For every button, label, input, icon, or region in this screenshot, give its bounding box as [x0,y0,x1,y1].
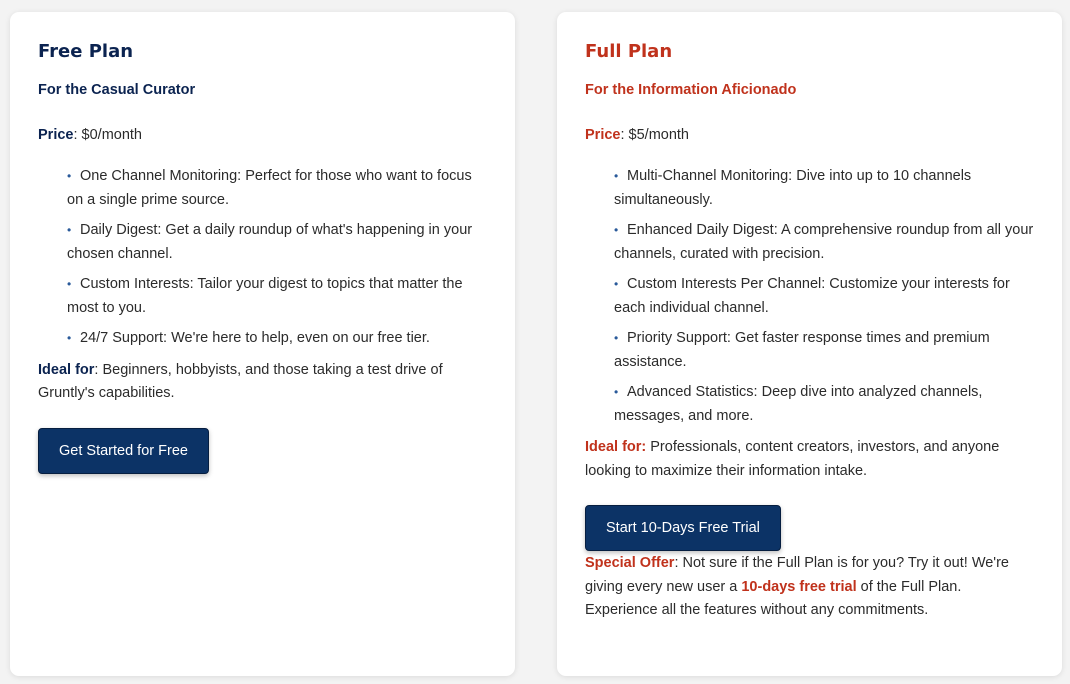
full-plan-title: Full Plan [585,41,673,62]
bullet-icon: • [67,169,72,183]
full-plan-card [557,12,1062,676]
feature-text: Custom Interests: Tailor your digest to topics that matter the most to you. [67,276,463,316]
price-label: Price [38,127,74,143]
special-offer [585,552,1034,623]
price-label: Price [585,127,621,143]
price-value: : $0/month [73,127,142,143]
feature-text: Advanced Statistics: Deep dive into analyzed channels, messages, and more. [614,384,983,424]
list-item [67,219,487,266]
feature-text: Priority Support: Get faster response times and premium assistance. [614,330,990,370]
list-item [614,327,1034,374]
start-free-trial-button[interactable]: Start 10-Days Free Trial [585,505,781,551]
free-plan-card [10,12,515,676]
offer-text: : Not sure if the Full Plan is for you? Try it out! We're giving every new user a [585,555,1009,595]
list-item [67,327,487,351]
bullet-icon: • [67,331,72,345]
bullet-icon: • [614,169,619,183]
list-item [614,219,1034,266]
ideal-label: Ideal for: [585,439,647,455]
feature-text: One Channel Monitoring: Perfect for those who want to focus on a single prime source. [67,168,472,208]
bullet-icon: • [614,277,619,291]
bullet-icon: • [67,277,72,291]
feature-text: Enhanced Daily Digest: A comprehensive roundup from all your channels, curated with precision. [614,222,1034,262]
price-value: : $5/month [620,127,689,143]
list-item [67,273,487,320]
free-plan-title: Free Plan [38,41,134,62]
get-started-free-button[interactable]: Get Started for Free [38,428,209,474]
offer-label: Special Offer [585,555,675,571]
feature-text: Custom Interests Per Channel: Customize your interests for each individual channel. [614,276,1010,316]
offer-text: of the Full Plan. Experience all the features without any commitments. [585,578,962,618]
free-plan-tagline: For the Casual Curator [38,82,196,98]
bullet-icon: • [614,385,619,399]
full-plan-ideal-for [585,436,1034,483]
bullet-icon: • [614,223,619,237]
offer-highlight: 10-days free trial [741,578,857,595]
full-plan-tagline: For the Information Aficionado [585,82,797,98]
free-plan-price [38,125,487,145]
free-plan-ideal-for [38,359,487,406]
bullet-icon: • [67,223,72,237]
full-plan-price [585,125,1034,145]
ideal-label: Ideal for [38,361,95,378]
list-item [614,273,1034,320]
list-item [614,381,1034,428]
bullet-icon: • [614,331,619,345]
ideal-text: : Beginners, hobbyists, and those taking a test drive of Gruntly's capabilities. [38,361,443,401]
free-plan-features [38,165,487,351]
ideal-text: Professionals, content creators, investors, and anyone looking to maximize their information intake. [585,439,1000,479]
list-item [614,165,1034,212]
list-item [67,165,487,212]
feature-text: 24/7 Support: We're here to help, even on our free tier. [80,330,430,346]
feature-text: Daily Digest: Get a daily roundup of what's happening in your chosen channel. [67,222,473,262]
feature-text: Multi-Channel Monitoring: Dive into up to 10 channels simultaneously. [614,168,972,208]
full-plan-features [585,165,1034,428]
